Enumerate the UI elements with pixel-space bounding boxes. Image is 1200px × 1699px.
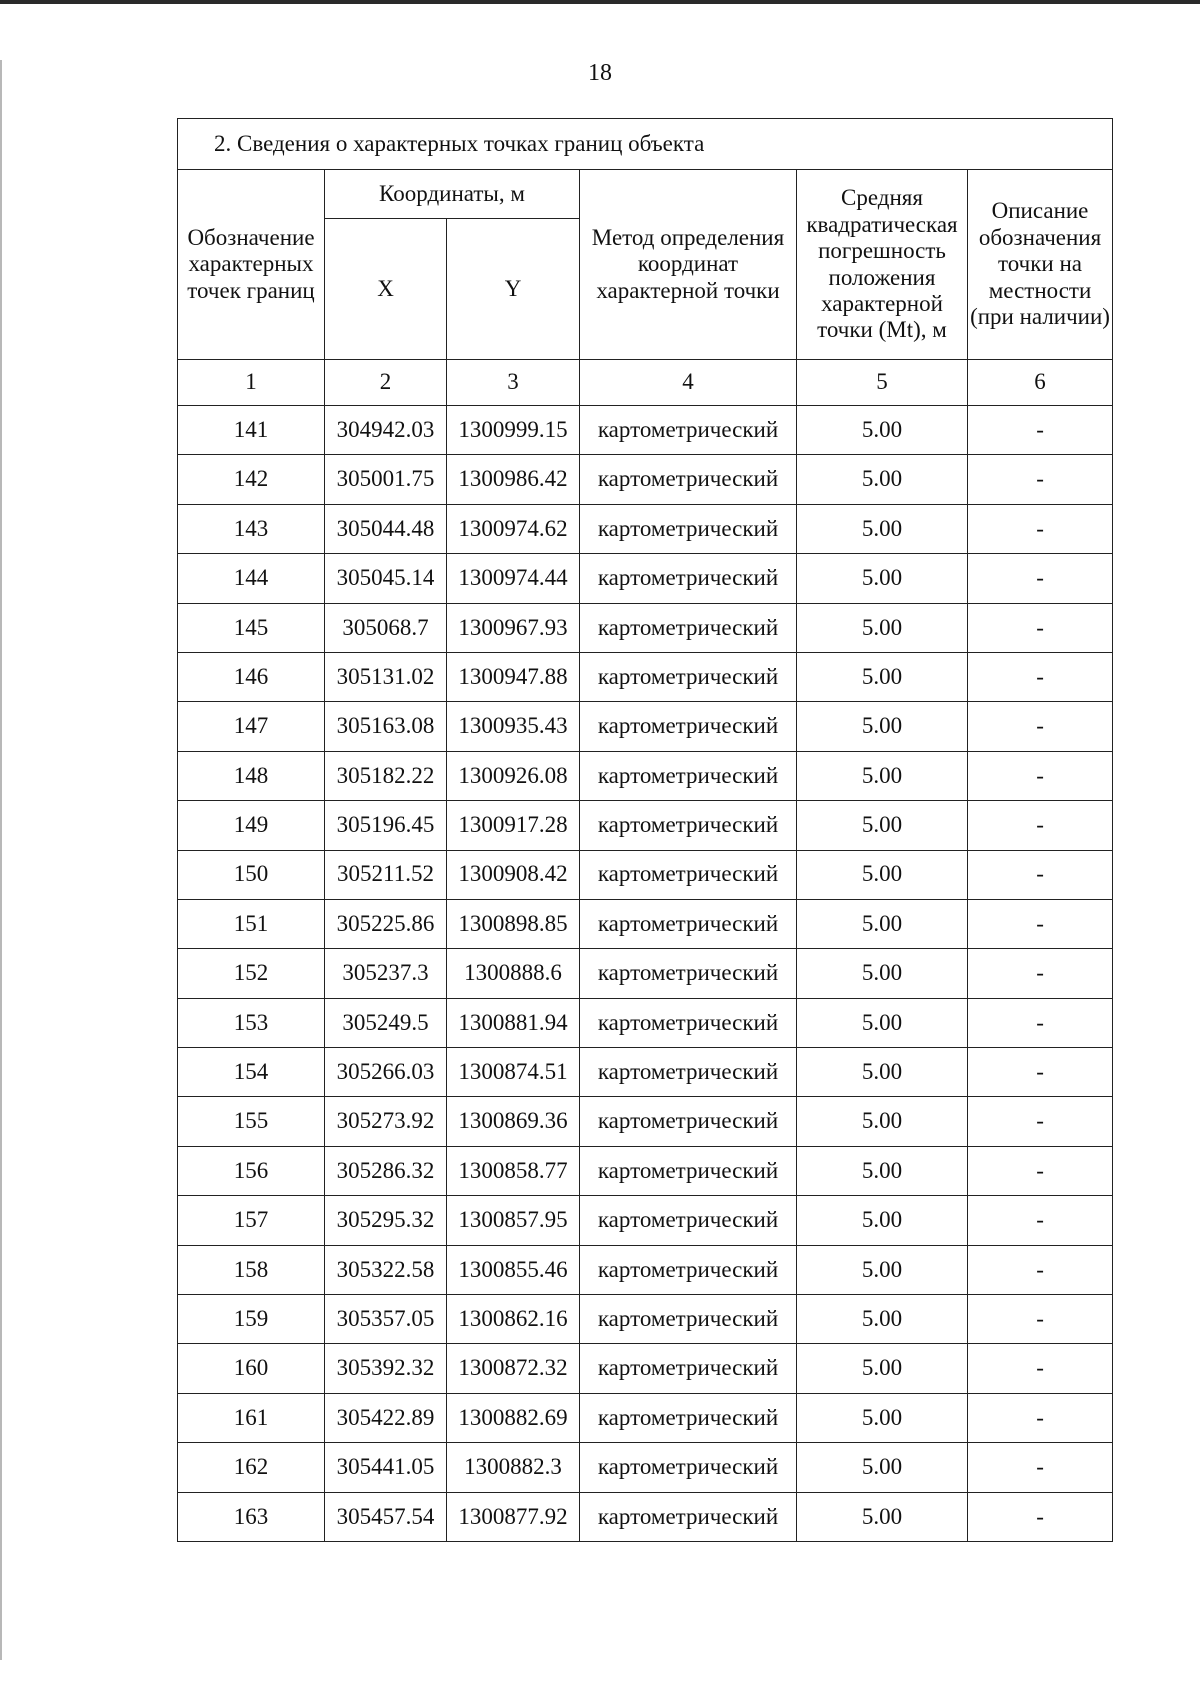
description-cell: - [968, 1344, 1113, 1393]
column-number: 5 [797, 360, 968, 406]
coordinate-y-cell: 1300935.43 [447, 702, 580, 751]
description-cell: - [968, 1393, 1113, 1442]
description-cell: - [968, 1146, 1113, 1195]
mean-error-cell: 5.00 [797, 1492, 968, 1541]
method-cell: картометрический [580, 801, 797, 850]
method-cell: картометрический [580, 1492, 797, 1541]
coordinate-x-cell: 305211.52 [325, 850, 447, 899]
table-row [178, 652, 1113, 701]
method-cell: картометрический [580, 652, 797, 701]
point-id-cell: 148 [178, 751, 325, 800]
coordinate-x-cell: 305163.08 [325, 702, 447, 751]
coordinate-x-cell: 305441.05 [325, 1443, 447, 1492]
coordinate-x-cell: 305068.7 [325, 603, 447, 652]
method-cell: картометрический [580, 949, 797, 998]
point-id-cell: 142 [178, 455, 325, 504]
mean-error-cell: 5.00 [797, 652, 968, 701]
header-y: Y [447, 219, 580, 360]
point-id-cell: 141 [178, 406, 325, 455]
method-cell: картометрический [580, 1245, 797, 1294]
description-cell: - [968, 702, 1113, 751]
column-numbers-row [178, 360, 1113, 406]
coordinate-y-cell: 1300882.69 [447, 1393, 580, 1442]
table-row [178, 1048, 1113, 1097]
description-cell: - [968, 801, 1113, 850]
description-cell: - [968, 554, 1113, 603]
coordinate-x-cell: 305295.32 [325, 1196, 447, 1245]
coordinate-x-cell: 305357.05 [325, 1295, 447, 1344]
scan-left-edge [0, 60, 2, 1660]
coordinate-x-cell: 305322.58 [325, 1245, 447, 1294]
description-cell: - [968, 1196, 1113, 1245]
point-id-cell: 159 [178, 1295, 325, 1344]
point-id-cell: 155 [178, 1097, 325, 1146]
mean-error-cell: 5.00 [797, 1196, 968, 1245]
header-method: Метод определения координат характерной точки [580, 170, 797, 360]
method-cell: картометрический [580, 1295, 797, 1344]
scan-top-edge [0, 0, 1200, 4]
header-x: X [325, 219, 447, 360]
table-row [178, 702, 1113, 751]
coordinate-y-cell: 1300986.42 [447, 455, 580, 504]
method-cell: картометрический [580, 455, 797, 504]
coordinate-y-cell: 1300872.32 [447, 1344, 580, 1393]
column-number: 4 [580, 360, 797, 406]
mean-error-cell: 5.00 [797, 1146, 968, 1195]
point-id-cell: 160 [178, 1344, 325, 1393]
table-row [178, 751, 1113, 800]
method-cell: картометрический [580, 504, 797, 553]
boundary-points-table [177, 118, 1113, 1542]
coordinate-y-cell: 1300857.95 [447, 1196, 580, 1245]
mean-error-cell: 5.00 [797, 751, 968, 800]
coordinate-x-cell: 305131.02 [325, 652, 447, 701]
coordinate-y-cell: 1300877.92 [447, 1492, 580, 1541]
table-caption: 2. Сведения о характерных точках границ объекта [178, 119, 1113, 170]
method-cell: картометрический [580, 554, 797, 603]
method-cell: картометрический [580, 406, 797, 455]
point-id-cell: 161 [178, 1393, 325, 1442]
coordinate-y-cell: 1300858.77 [447, 1146, 580, 1195]
mean-error-cell: 5.00 [797, 504, 968, 553]
mean-error-cell: 5.00 [797, 949, 968, 998]
point-id-cell: 154 [178, 1048, 325, 1097]
column-number: 2 [325, 360, 447, 406]
coordinate-x-cell: 305044.48 [325, 504, 447, 553]
mean-error-cell: 5.00 [797, 702, 968, 751]
mean-error-cell: 5.00 [797, 1048, 968, 1097]
header-description: Описание обозначения точки на местности (при наличии) [968, 170, 1113, 360]
method-cell: картометрический [580, 1344, 797, 1393]
description-cell: - [968, 751, 1113, 800]
mean-error-cell: 5.00 [797, 455, 968, 504]
table-row [178, 1393, 1113, 1442]
description-cell: - [968, 899, 1113, 948]
mean-error-cell: 5.00 [797, 801, 968, 850]
description-cell: - [968, 603, 1113, 652]
coordinate-y-cell: 1300869.36 [447, 1097, 580, 1146]
coordinate-y-cell: 1300999.15 [447, 406, 580, 455]
column-number: 6 [968, 360, 1113, 406]
column-number: 1 [178, 360, 325, 406]
coordinate-y-cell: 1300974.62 [447, 504, 580, 553]
coordinate-y-cell: 1300967.93 [447, 603, 580, 652]
coordinate-x-cell: 305225.86 [325, 899, 447, 948]
table-row [178, 1196, 1113, 1245]
coordinate-x-cell: 305392.32 [325, 1344, 447, 1393]
coordinate-y-cell: 1300947.88 [447, 652, 580, 701]
coordinate-y-cell: 1300881.94 [447, 998, 580, 1047]
coordinate-x-cell: 305286.32 [325, 1146, 447, 1195]
table-row [178, 554, 1113, 603]
table-row [178, 1492, 1113, 1541]
mean-error-cell: 5.00 [797, 1393, 968, 1442]
coordinate-y-cell: 1300882.3 [447, 1443, 580, 1492]
point-id-cell: 158 [178, 1245, 325, 1294]
mean-error-cell: 5.00 [797, 1443, 968, 1492]
method-cell: картометрический [580, 850, 797, 899]
header-error: Средняя квадратическая погрешность положения характерной точки (Mt), м [797, 170, 968, 360]
description-cell: - [968, 1097, 1113, 1146]
method-cell: картометрический [580, 1097, 797, 1146]
table-row [178, 998, 1113, 1047]
table-row [178, 949, 1113, 998]
table-body [178, 406, 1113, 1542]
description-cell: - [968, 998, 1113, 1047]
description-cell: - [968, 406, 1113, 455]
table-row [178, 899, 1113, 948]
coordinate-x-cell: 305237.3 [325, 949, 447, 998]
coordinate-x-cell: 305182.22 [325, 751, 447, 800]
coordinate-x-cell: 305422.89 [325, 1393, 447, 1442]
header-coordinates: Координаты, м [325, 170, 580, 219]
method-cell: картометрический [580, 603, 797, 652]
method-cell: картометрический [580, 1393, 797, 1442]
coordinate-x-cell: 305457.54 [325, 1492, 447, 1541]
description-cell: - [968, 455, 1113, 504]
table-row [178, 455, 1113, 504]
table-row [178, 406, 1113, 455]
point-id-cell: 145 [178, 603, 325, 652]
description-cell: - [968, 1443, 1113, 1492]
description-cell: - [968, 1245, 1113, 1294]
description-cell: - [968, 652, 1113, 701]
description-cell: - [968, 1492, 1113, 1541]
method-cell: картометрический [580, 998, 797, 1047]
description-cell: - [968, 1048, 1113, 1097]
mean-error-cell: 5.00 [797, 1097, 968, 1146]
mean-error-cell: 5.00 [797, 1295, 968, 1344]
table-row [178, 801, 1113, 850]
coordinate-y-cell: 1300898.85 [447, 899, 580, 948]
mean-error-cell: 5.00 [797, 899, 968, 948]
point-id-cell: 157 [178, 1196, 325, 1245]
description-cell: - [968, 504, 1113, 553]
coordinate-y-cell: 1300908.42 [447, 850, 580, 899]
page-number: 18 [588, 60, 612, 86]
table-row [178, 1146, 1113, 1195]
mean-error-cell: 5.00 [797, 1344, 968, 1393]
point-id-cell: 153 [178, 998, 325, 1047]
method-cell: картометрический [580, 1146, 797, 1195]
mean-error-cell: 5.00 [797, 850, 968, 899]
point-id-cell: 156 [178, 1146, 325, 1195]
point-id-cell: 143 [178, 504, 325, 553]
table-row [178, 850, 1113, 899]
method-cell: картометрический [580, 1443, 797, 1492]
coordinate-x-cell: 305196.45 [325, 801, 447, 850]
description-cell: - [968, 850, 1113, 899]
mean-error-cell: 5.00 [797, 603, 968, 652]
point-id-cell: 152 [178, 949, 325, 998]
coordinate-x-cell: 304942.03 [325, 406, 447, 455]
point-id-cell: 163 [178, 1492, 325, 1541]
coordinate-x-cell: 305001.75 [325, 455, 447, 504]
mean-error-cell: 5.00 [797, 998, 968, 1047]
point-id-cell: 146 [178, 652, 325, 701]
coordinate-x-cell: 305266.03 [325, 1048, 447, 1097]
coordinate-x-cell: 305273.92 [325, 1097, 447, 1146]
table-row [178, 603, 1113, 652]
coordinate-y-cell: 1300926.08 [447, 751, 580, 800]
method-cell: картометрический [580, 1048, 797, 1097]
description-cell: - [968, 949, 1113, 998]
point-id-cell: 162 [178, 1443, 325, 1492]
table-row [178, 1295, 1113, 1344]
header-designation: Обозначение характерных точек границ [178, 170, 325, 360]
method-cell: картометрический [580, 899, 797, 948]
coordinate-y-cell: 1300862.16 [447, 1295, 580, 1344]
method-cell: картометрический [580, 1196, 797, 1245]
point-id-cell: 150 [178, 850, 325, 899]
mean-error-cell: 5.00 [797, 1245, 968, 1294]
coordinate-y-cell: 1300888.6 [447, 949, 580, 998]
table-row [178, 1097, 1113, 1146]
method-cell: картометрический [580, 702, 797, 751]
coordinate-y-cell: 1300917.28 [447, 801, 580, 850]
point-id-cell: 151 [178, 899, 325, 948]
coordinate-y-cell: 1300974.44 [447, 554, 580, 603]
point-id-cell: 147 [178, 702, 325, 751]
table-row [178, 1443, 1113, 1492]
table-row [178, 1344, 1113, 1393]
point-id-cell: 144 [178, 554, 325, 603]
coordinate-x-cell: 305249.5 [325, 998, 447, 1047]
mean-error-cell: 5.00 [797, 554, 968, 603]
method-cell: картометрический [580, 751, 797, 800]
coordinate-x-cell: 305045.14 [325, 554, 447, 603]
table-row [178, 504, 1113, 553]
column-number: 3 [447, 360, 580, 406]
point-id-cell: 149 [178, 801, 325, 850]
table-row [178, 1245, 1113, 1294]
mean-error-cell: 5.00 [797, 406, 968, 455]
description-cell: - [968, 1295, 1113, 1344]
coordinate-y-cell: 1300855.46 [447, 1245, 580, 1294]
coordinate-y-cell: 1300874.51 [447, 1048, 580, 1097]
